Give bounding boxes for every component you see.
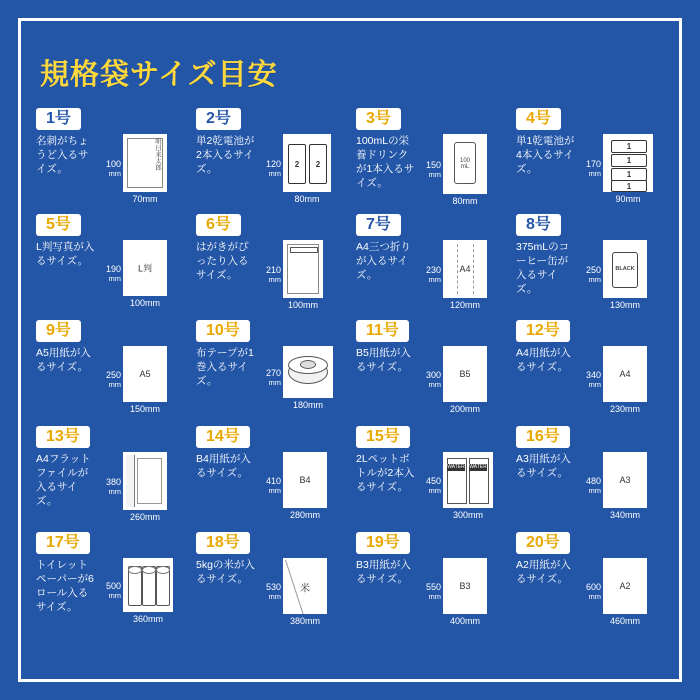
width-dimension: 380mm (289, 616, 320, 626)
width-dimension: 300mm (452, 510, 483, 520)
height-dimension: 250 mm (105, 370, 121, 389)
battery-icon: 1 (611, 154, 647, 167)
height-dimension: 410 mm (265, 476, 281, 495)
width-dimension: 360mm (132, 614, 163, 624)
shape-label: L判 (137, 263, 152, 274)
size-description: 375mLのコーヒー缶が入るサイズ。 (516, 241, 570, 295)
size-illustration (123, 240, 167, 296)
shape-label: A3 (619, 475, 631, 485)
size-grid (30, 108, 670, 638)
size-description: B5用紙が入るサイズ。 (356, 347, 411, 373)
height-dimension: 210 mm (265, 265, 281, 284)
shape-label: A4 (619, 369, 631, 379)
size-number-badge: 1号 (36, 108, 81, 130)
width-dimension: 80mm (452, 196, 478, 206)
height-dimension: 550 mm (425, 582, 441, 601)
width-dimension: 460mm (609, 616, 640, 626)
size-number-badge: 8号 (516, 214, 561, 236)
width-dimension: 180mm (292, 400, 323, 410)
size-description: A5用紙が入るサイズ。 (36, 347, 91, 373)
shape-text: 明日来太郎 (154, 138, 161, 171)
size-illustration (603, 240, 647, 298)
size-number-badge: 20号 (516, 532, 570, 554)
size-cell (190, 214, 350, 320)
size-illustration (603, 558, 647, 614)
width-dimension: 280mm (289, 510, 320, 520)
size-description: A2用紙が入るサイズ。 (516, 559, 571, 585)
size-description: 2Lペットボトルが2本入るサイズ。 (356, 453, 415, 493)
size-number-badge: 7号 (356, 214, 401, 236)
size-number-badge: 19号 (356, 532, 410, 554)
size-description: トイレットペーパーが6ロール入るサイズ。 (36, 559, 94, 613)
height-dimension: 530 mm (265, 582, 281, 601)
height-dimension: 600 mm (585, 582, 601, 601)
width-dimension: 150mm (129, 404, 160, 414)
height-dimension: 480 mm (585, 476, 601, 495)
width-dimension: 260mm (129, 512, 160, 522)
width-dimension: 90mm (615, 194, 641, 204)
size-cell (510, 426, 670, 532)
size-illustration (283, 558, 327, 614)
size-number-badge: 14号 (196, 426, 250, 448)
height-dimension: 340 mm (585, 370, 601, 389)
roll-top (142, 566, 156, 574)
size-cell (30, 532, 190, 638)
shape-text: BLACK (615, 266, 635, 272)
width-dimension: 400mm (449, 616, 480, 626)
size-description: 100mLの栄養ドリンクが1本入るサイズ。 (356, 135, 415, 189)
size-number-badge: 11号 (356, 320, 409, 342)
size-illustration (283, 452, 327, 508)
height-dimension: 450 mm (425, 476, 441, 495)
size-cell (30, 320, 190, 426)
size-description: はがきがぴったり入るサイズ。 (196, 241, 249, 281)
size-description: 5kgの米が入るサイズ。 (196, 559, 255, 585)
size-illustration (283, 346, 333, 398)
size-cell (190, 532, 350, 638)
page-title: 規格袋サイズ目安 (40, 59, 278, 91)
battery-icon: 1 (611, 140, 647, 153)
size-description: 布テープが1巻入るサイズ。 (196, 347, 254, 387)
size-number-badge: 5号 (36, 214, 81, 236)
size-description: L判写真が入るサイズ。 (36, 241, 95, 267)
size-description: 単2乾電池が2本入るサイズ。 (196, 135, 255, 175)
size-number-badge: 2号 (196, 108, 241, 130)
tape-core (300, 360, 316, 369)
size-description: A4三つ折りが入るサイズ。 (356, 241, 411, 281)
size-number-badge: 13号 (36, 426, 90, 448)
file-spine (126, 455, 135, 507)
size-number-badge: 6号 (196, 214, 241, 236)
size-description: A4用紙が入るサイズ。 (516, 347, 571, 373)
size-illustration (123, 134, 167, 192)
size-number-badge: 10号 (196, 320, 250, 342)
width-dimension: 120mm (449, 300, 480, 310)
size-cell (190, 108, 350, 214)
size-description: 単1乾電池が4本入るサイズ。 (516, 135, 575, 175)
height-dimension: 100 mm (105, 159, 121, 178)
size-number-badge: 9号 (36, 320, 81, 342)
size-illustration (443, 558, 487, 614)
height-dimension: 380 mm (105, 477, 121, 496)
size-illustration (123, 558, 173, 612)
shape-label: A2 (619, 581, 631, 591)
battery-icon: 1 (611, 180, 647, 192)
height-dimension: 150 mm (425, 160, 441, 179)
shape-label: B5 (459, 369, 471, 379)
size-description: A4フラットファイルが入るサイズ。 (36, 453, 91, 507)
size-number-badge: 17号 (36, 532, 90, 554)
size-cell (350, 214, 510, 320)
bottle-label: WATER (447, 464, 465, 470)
roll-top (156, 566, 170, 574)
size-illustration (443, 346, 487, 402)
size-cell (350, 320, 510, 426)
width-dimension: 80mm (294, 194, 320, 204)
size-illustration (443, 452, 493, 508)
shape-label: B4 (299, 475, 311, 485)
size-illustration (123, 346, 167, 402)
battery-icon: 2 (288, 144, 306, 184)
size-illustration (603, 452, 647, 508)
size-number-badge: 18号 (196, 532, 250, 554)
height-dimension: 270 mm (265, 368, 281, 387)
size-number-badge: 16号 (516, 426, 570, 448)
height-dimension: 300 mm (425, 370, 441, 389)
stamp-box (290, 247, 318, 253)
shape-label: A4 (459, 264, 471, 274)
width-dimension: 100mm (287, 300, 318, 310)
width-dimension: 130mm (609, 300, 640, 310)
width-dimension: 340mm (609, 510, 640, 520)
shape-label: B3 (459, 581, 471, 591)
height-dimension: 230 mm (425, 265, 441, 284)
size-illustration (443, 134, 487, 194)
size-illustration (123, 452, 167, 510)
width-dimension: 70mm (132, 194, 158, 204)
roll-top (128, 566, 142, 574)
size-cell (350, 108, 510, 214)
size-cell (510, 532, 670, 638)
size-cell (30, 426, 190, 532)
size-illustration (443, 240, 487, 298)
height-dimension: 120 mm (265, 159, 281, 178)
height-dimension: 250 mm (585, 265, 601, 284)
size-cell (350, 426, 510, 532)
size-cell (350, 532, 510, 638)
size-description: 名刺がちょうど入るサイズ。 (36, 135, 89, 175)
height-dimension: 500 mm (105, 581, 121, 600)
size-cell (510, 320, 670, 426)
file-cover (137, 458, 162, 504)
size-cell (190, 426, 350, 532)
shape-label: 米 (300, 583, 310, 595)
height-dimension: 190 mm (105, 264, 121, 283)
shape-text: 100 mL (459, 158, 471, 170)
width-dimension: 100mm (129, 298, 160, 308)
size-number-badge: 12号 (516, 320, 570, 342)
size-cell (30, 108, 190, 214)
size-cell (30, 214, 190, 320)
width-dimension: 230mm (609, 404, 640, 414)
battery-icon: 1 (611, 168, 647, 181)
size-description: B3用紙が入るサイズ。 (356, 559, 411, 585)
size-cell (510, 108, 670, 214)
size-number-badge: 15号 (356, 426, 410, 448)
size-illustration (283, 134, 331, 192)
size-cell (190, 320, 350, 426)
size-illustration (603, 134, 653, 192)
size-description: B4用紙が入るサイズ。 (196, 453, 251, 479)
size-cell (510, 214, 670, 320)
size-number-badge: 4号 (516, 108, 561, 130)
shape-label: A5 (139, 369, 151, 379)
battery-icon: 2 (309, 144, 327, 184)
size-description: A3用紙が入るサイズ。 (516, 453, 571, 479)
size-illustration (283, 240, 323, 298)
size-number-badge: 3号 (356, 108, 401, 130)
bottle-label: WATER (469, 464, 487, 470)
height-dimension: 170 mm (585, 159, 601, 178)
width-dimension: 200mm (449, 404, 480, 414)
size-illustration (603, 346, 647, 402)
